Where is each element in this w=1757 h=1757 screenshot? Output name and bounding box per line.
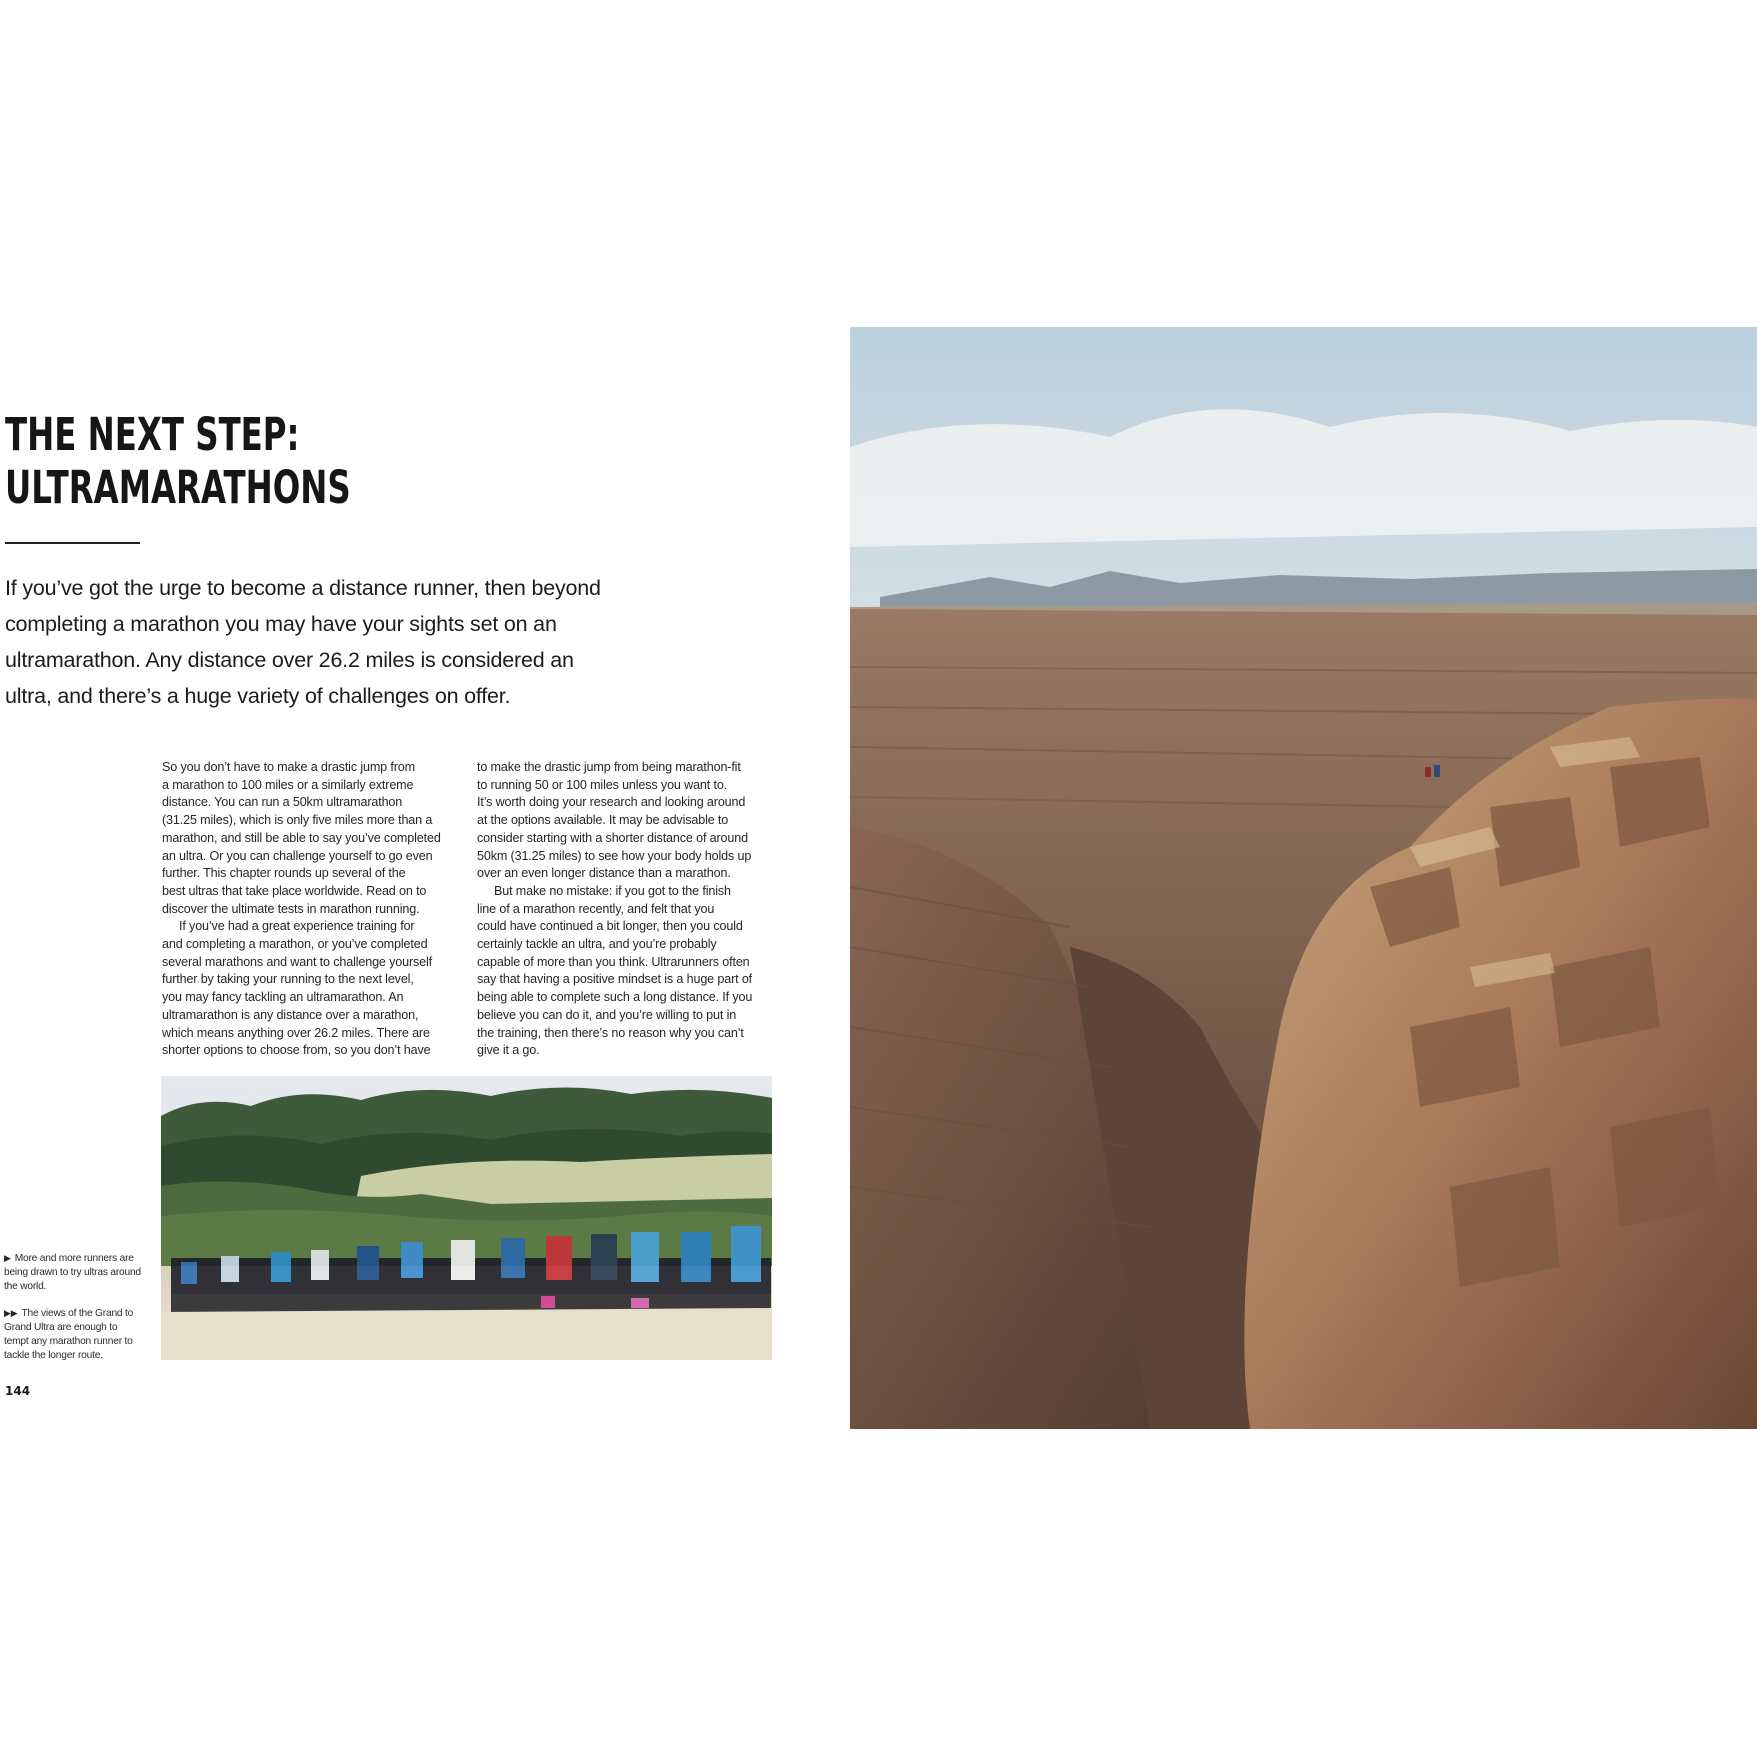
caption-1-text: More and more runners are being drawn to try ultras around the world. (4, 1253, 141, 1292)
body-line: being able to complete such a long distance. If you (477, 990, 753, 1005)
grand-canyon-photo (850, 327, 1757, 1429)
body-line: give it a go. (477, 1043, 540, 1058)
body-line: over an even longer distance than a marathon. (477, 866, 731, 881)
body-line: which means anything over 26.2 miles. There are (162, 1025, 430, 1040)
body-column-2 (477, 759, 777, 1060)
body-column-1 (162, 759, 462, 1060)
body-line: 50km (31.25 miles) to see how your body holds up (477, 848, 752, 863)
body-line: If you’ve had a great experience training for (179, 919, 415, 934)
canyon-illustration (850, 327, 1757, 1429)
caption-2-text: The views of the Grand to Grand Ultra are enough to tempt any marathon runner to tackle the longer route. (4, 1308, 134, 1361)
caption-1 (4, 1251, 144, 1294)
body-line: shorter options to choose from, so you don’t have (162, 1043, 431, 1058)
headline-line-1: THE NEXT STEP: (5, 408, 300, 461)
body-line: But make no mistake: if you got to the finish (494, 883, 731, 898)
article-headline (5, 408, 351, 514)
page-number: 144 (5, 1384, 31, 1398)
body-line: line of a marathon recently, and felt that you (477, 901, 715, 916)
body-line: further. This chapter rounds up several of the (162, 866, 406, 881)
body-line: the training, then there’s no reason why you can’t (477, 1025, 744, 1040)
body-line: marathon, and still be able to say you’ve completed (162, 830, 441, 845)
body-line: could have continued a bit longer, then you could (477, 919, 743, 934)
body-line: certainly tackle an ultra, and you’re probably (477, 937, 717, 952)
standfirst: If you’ve got the urge to become a distance runner, then beyond completing a marathon you may have your sights set on an ultramarathon. Any distance over 26.2 miles is considered an ultra, and there’s a huge variety of challenges on offer. (5, 576, 601, 708)
body-line: consider starting with a shorter distance of around (477, 830, 748, 845)
body-line: distance. You can run a 50km ultramarathon (162, 795, 403, 810)
body-line: (31.25 miles), which is only five miles more than a (162, 813, 433, 828)
caption-double-arrow-icon: ▶▶ (4, 1308, 18, 1318)
runners-field-illustration (161, 1076, 772, 1360)
body-line: to make the drastic jump from being marathon-fit (477, 760, 741, 774)
body-line: a marathon to 100 miles or a similarly extreme (162, 777, 414, 792)
body-line: It’s worth doing your research and looking around (477, 795, 746, 810)
runners-field-photo (161, 1076, 772, 1360)
body-line: and completing a marathon, or you’ve completed (162, 937, 428, 952)
body-line: you may fancy tackling an ultramarathon. An (162, 990, 404, 1005)
body-line: capable of more than you think. Ultrarunners often (477, 954, 750, 969)
body-line: an ultra. Or you can challenge yourself to go even (162, 848, 433, 863)
caption-2 (4, 1306, 144, 1363)
body-line: So you don’t have to make a drastic jump from (162, 760, 415, 774)
body-line: several marathons and want to challenge yourself (162, 954, 433, 969)
headline-rule (5, 542, 140, 544)
body-line: ultramarathon is any distance over a marathon, (162, 1007, 419, 1022)
body-line: discover the ultimate tests in marathon running. (162, 901, 420, 916)
body-line: at the options available. It may be advisable to (477, 813, 729, 828)
body-line: to running 50 or 100 miles unless you want to. (477, 777, 728, 792)
body-line: further by taking your running to the next level, (162, 972, 414, 987)
body-line: best ultras that take place worldwide. Read on to (162, 883, 427, 898)
headline-line-2: ULTRAMARATHONS (5, 461, 351, 514)
caption-arrow-icon: ▶ (4, 1253, 11, 1263)
body-line: say that having a positive mindset is a huge part of (477, 972, 753, 987)
body-line: believe you can do it, and you’re willing to put in (477, 1007, 737, 1022)
